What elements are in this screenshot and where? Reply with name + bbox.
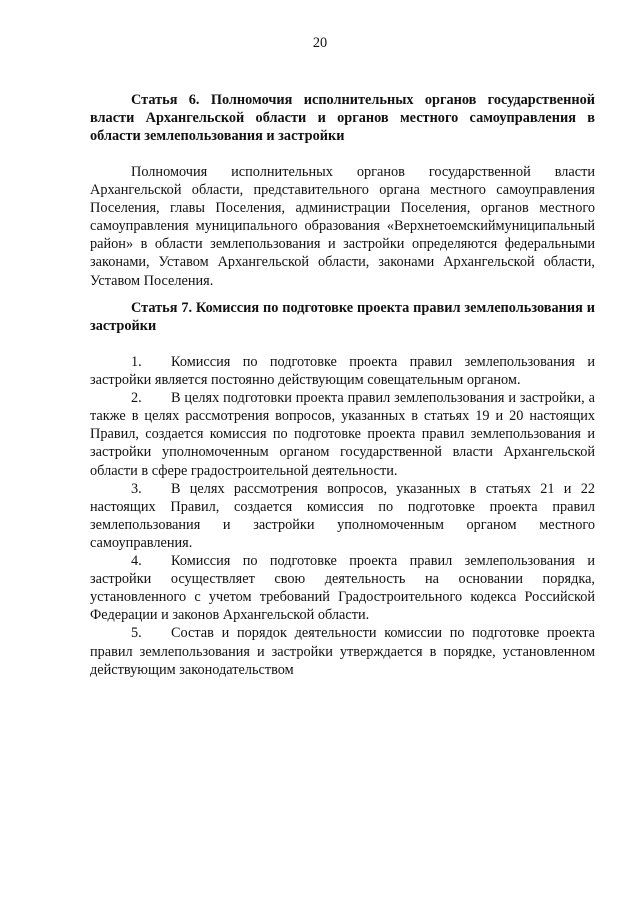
article-6-body-block (90, 163, 595, 290)
item-text: В целях рассмотрения вопросов, указанных в статьях 21 и 22 настоящих Правил, создается комиссия по подготовке проекта правил землепользования и застройки уполномоченным органом местного самоуправления. (90, 480, 595, 551)
item-text: Комиссия по подготовке проекта правил землепользования и застройки осуществляет свою деятельность на основании порядка, установленного с учетом требований Градостроительного кодекса Российской Федерации и законов Архангельской области. (90, 553, 595, 624)
item-number: 5. (131, 625, 142, 642)
item-number: 3. (131, 480, 142, 497)
list-item (90, 389, 595, 479)
article-7-heading-block (90, 299, 595, 335)
list-item (90, 480, 595, 552)
item-number: 2. (131, 390, 142, 407)
item-number: 4. (131, 553, 142, 570)
article-6-heading-block (90, 91, 595, 145)
item-text: Комиссия по подготовке проекта правил землепользования и застройки является постоянно действующим совещательным органом. (90, 354, 595, 389)
list-item (90, 353, 595, 389)
article-7-heading: Статья 7. Комиссия по подготовке проекта правил землепользования и застройки (90, 300, 595, 335)
item-text: В целях подготовки проекта правил землепользования и застройки, а также в целях рассмотрения вопросов, указанных в статьях 19 и 20 настоящих Правил, создается комиссия по подготовке проекта правил землепользования и застройки уполномоченным органом государственной власти Архангельской области в сфере градостроительной деятельности. (90, 390, 595, 479)
list-item (90, 552, 595, 624)
article-6-heading: Статья 6. Полномочия исполнительных органов государственной власти Архангельской области и органов местного самоуправления в области землепользования и застройки (90, 92, 595, 145)
item-text: Состав и порядок деятельности комиссии по подготовке проекта правил землепользования и застройки утверждается в порядке, установленном действующим законодательством (90, 625, 595, 678)
article-6-body: Полномочия исполнительных органов государственной власти Архангельской области, представительного органа местного самоуправления Поселения, главы Поселения, администрации Поселения, органов местного самоуправления муниципального образования «Верхнетоемскиймуниципальный район» в области землепользования и застройки определяются федеральными законами, Уставом Архангельской области, законами Архангельской области, Уставом Поселения. (90, 164, 595, 289)
page-number: 20 (312, 35, 328, 51)
article-7-items (90, 353, 595, 679)
list-item (90, 624, 595, 678)
item-number: 1. (131, 354, 142, 370)
